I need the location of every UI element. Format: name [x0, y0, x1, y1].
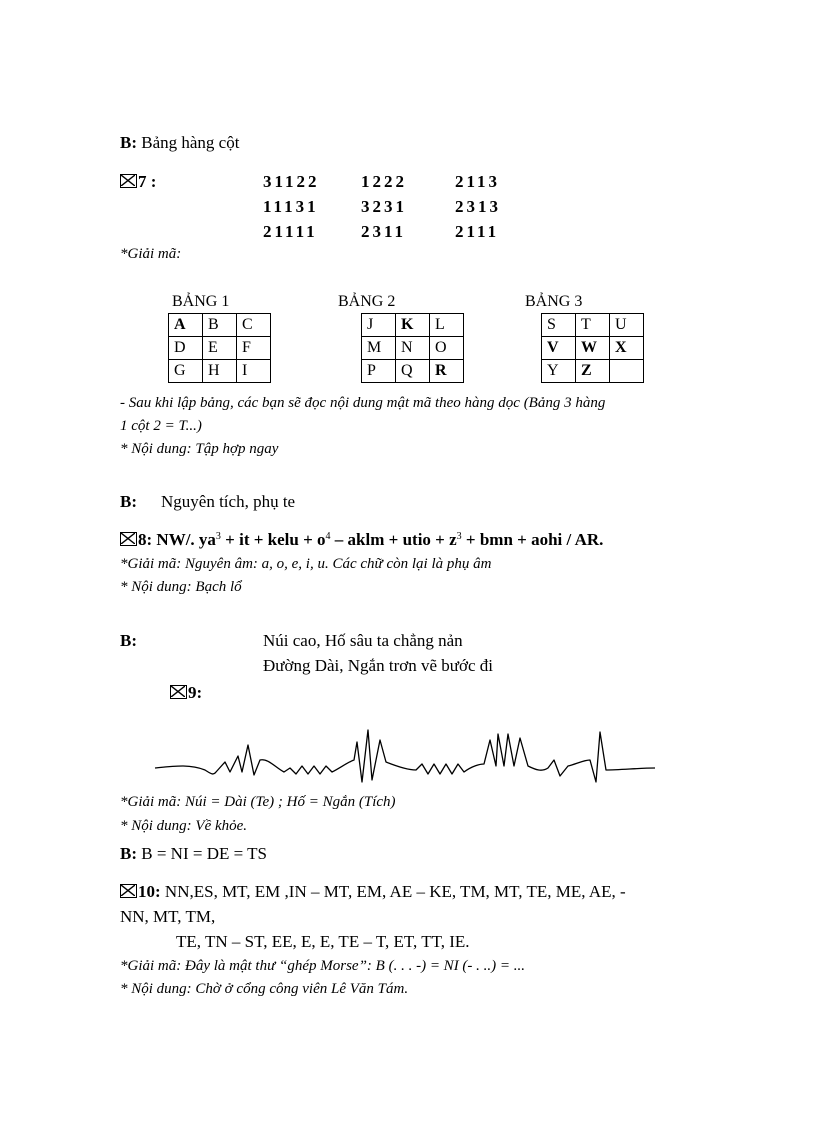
code-cell: 21111 [263, 222, 318, 241]
section-heading-1 [120, 133, 239, 153]
table-cell: O [430, 337, 464, 360]
table-cell: R [430, 360, 464, 383]
table-cell: H [203, 360, 237, 383]
table-cell: E [203, 337, 237, 360]
envelope-icon [120, 884, 137, 898]
letter-table-2 [361, 313, 464, 383]
code-cell: 2113 [455, 172, 501, 191]
letter-table-3 [541, 313, 644, 383]
section-label: B: [120, 492, 137, 511]
code-cell: 2311 [361, 222, 407, 241]
section-title: Bảng hàng cột [141, 133, 240, 152]
section-title: B = NI = DE = TS [141, 844, 267, 863]
table-cell: N [396, 337, 430, 360]
envelope-icon [170, 685, 187, 699]
table-cell: S [542, 314, 576, 337]
code-part: + it + kelu + o [220, 530, 326, 549]
decode-line: *Giải mã: Đây là mật thư “ghép Morse”: B (. . . -) = NI (- . ..) = ... [120, 958, 526, 974]
code-line: TE, TN – ST, EE, E, E, TE – T, ET, TT, IE. [176, 932, 470, 951]
code-cell: 1222 [361, 172, 407, 191]
superscript: 4 [325, 531, 331, 542]
envelope-icon [120, 174, 137, 188]
table-cell: D [169, 337, 203, 360]
problem-9-label: 9: [170, 683, 202, 703]
code-cell: 11131 [263, 197, 319, 216]
section-label: B: [120, 133, 137, 152]
table-cell: Y [542, 360, 576, 383]
code-line: NN,ES, MT, EM ,IN – MT, EM, AE – KE, TM, MT, TE, ME, AE, - [164, 882, 626, 901]
table-cell: W [576, 337, 610, 360]
table-cell: X [610, 337, 644, 360]
table-cell: I [237, 360, 271, 383]
morse-wave-drawing [150, 720, 660, 790]
envelope-icon [120, 532, 137, 546]
content-line: * Nội dung: Bạch lổ [120, 579, 242, 595]
problem-8 [120, 530, 603, 550]
code-part: + bmn + aohi / AR. [461, 530, 604, 549]
table-cell: B [203, 314, 237, 337]
content-line: * Nội dung: Chờ ở cổng công viên Lê Văn Tám. [120, 981, 409, 997]
table-cell: C [237, 314, 271, 337]
section-title: Nguyên tích, phụ te [161, 492, 296, 511]
problem-label: 8: [138, 530, 153, 549]
section-heading-2 [120, 492, 295, 512]
content-line: * Nội dung: Tập hợp ngay [120, 441, 279, 457]
table-cell: F [237, 337, 271, 360]
note-line: 1 cột 2 = T...) [120, 418, 202, 434]
problem-label: 10: [138, 882, 161, 901]
poem-line: Đường Dài, Ngắn trơn vẽ bước đi [263, 656, 493, 675]
table-cell: M [362, 337, 396, 360]
section-label: B: [120, 844, 137, 863]
decode-line: *Giải mã: Núi = Dài (Te) ; Hố = Ngắn (Tích) [120, 794, 396, 810]
code-cell: 31122 [263, 172, 320, 191]
section-heading-4 [120, 844, 267, 864]
letter-table-1 [168, 313, 271, 383]
code-cell: 2111 [455, 222, 500, 241]
code-part: – aklm + utio + z [330, 530, 457, 549]
code-line: NN, MT, TM, [120, 907, 216, 926]
content-line: * Nội dung: Về khỏe. [120, 818, 248, 834]
table-cell: U [610, 314, 644, 337]
table-title: BẢNG 2 [338, 293, 396, 310]
poem-line: Núi cao, Hố sâu ta chẳng nản [263, 631, 463, 650]
table-title: BẢNG 3 [525, 293, 583, 310]
superscript: 3 [215, 531, 221, 542]
table-cell: P [362, 360, 396, 383]
table-cell: T [576, 314, 610, 337]
table-cell: G [169, 360, 203, 383]
table-cell: K [396, 314, 430, 337]
table-cell: V [542, 337, 576, 360]
problem-7-label: 7 : [120, 172, 156, 192]
section-label: B: [120, 631, 137, 650]
table-cell: A [169, 314, 203, 337]
table-cell [610, 360, 644, 383]
superscript: 3 [456, 531, 462, 542]
decode-label: *Giải mã: [120, 246, 182, 262]
table-title: BẢNG 1 [172, 293, 230, 310]
note-line: - Sau khi lập bảng, các bạn sẽ đọc nội dung mật mã theo hàng dọc (Bảng 3 hàng [120, 395, 606, 411]
table-cell: Z [576, 360, 610, 383]
decode-line: *Giải mã: Nguyên âm: a, o, e, i, u. Các chữ còn lại là phụ âm [120, 556, 492, 572]
code-cell: 3231 [361, 197, 407, 216]
table-cell: Q [396, 360, 430, 383]
table-cell: J [362, 314, 396, 337]
table-cell: L [430, 314, 464, 337]
code-cell: 2313 [455, 197, 501, 216]
problem-10-line-1 [120, 882, 626, 902]
code-part: NW/. ya [156, 530, 216, 549]
